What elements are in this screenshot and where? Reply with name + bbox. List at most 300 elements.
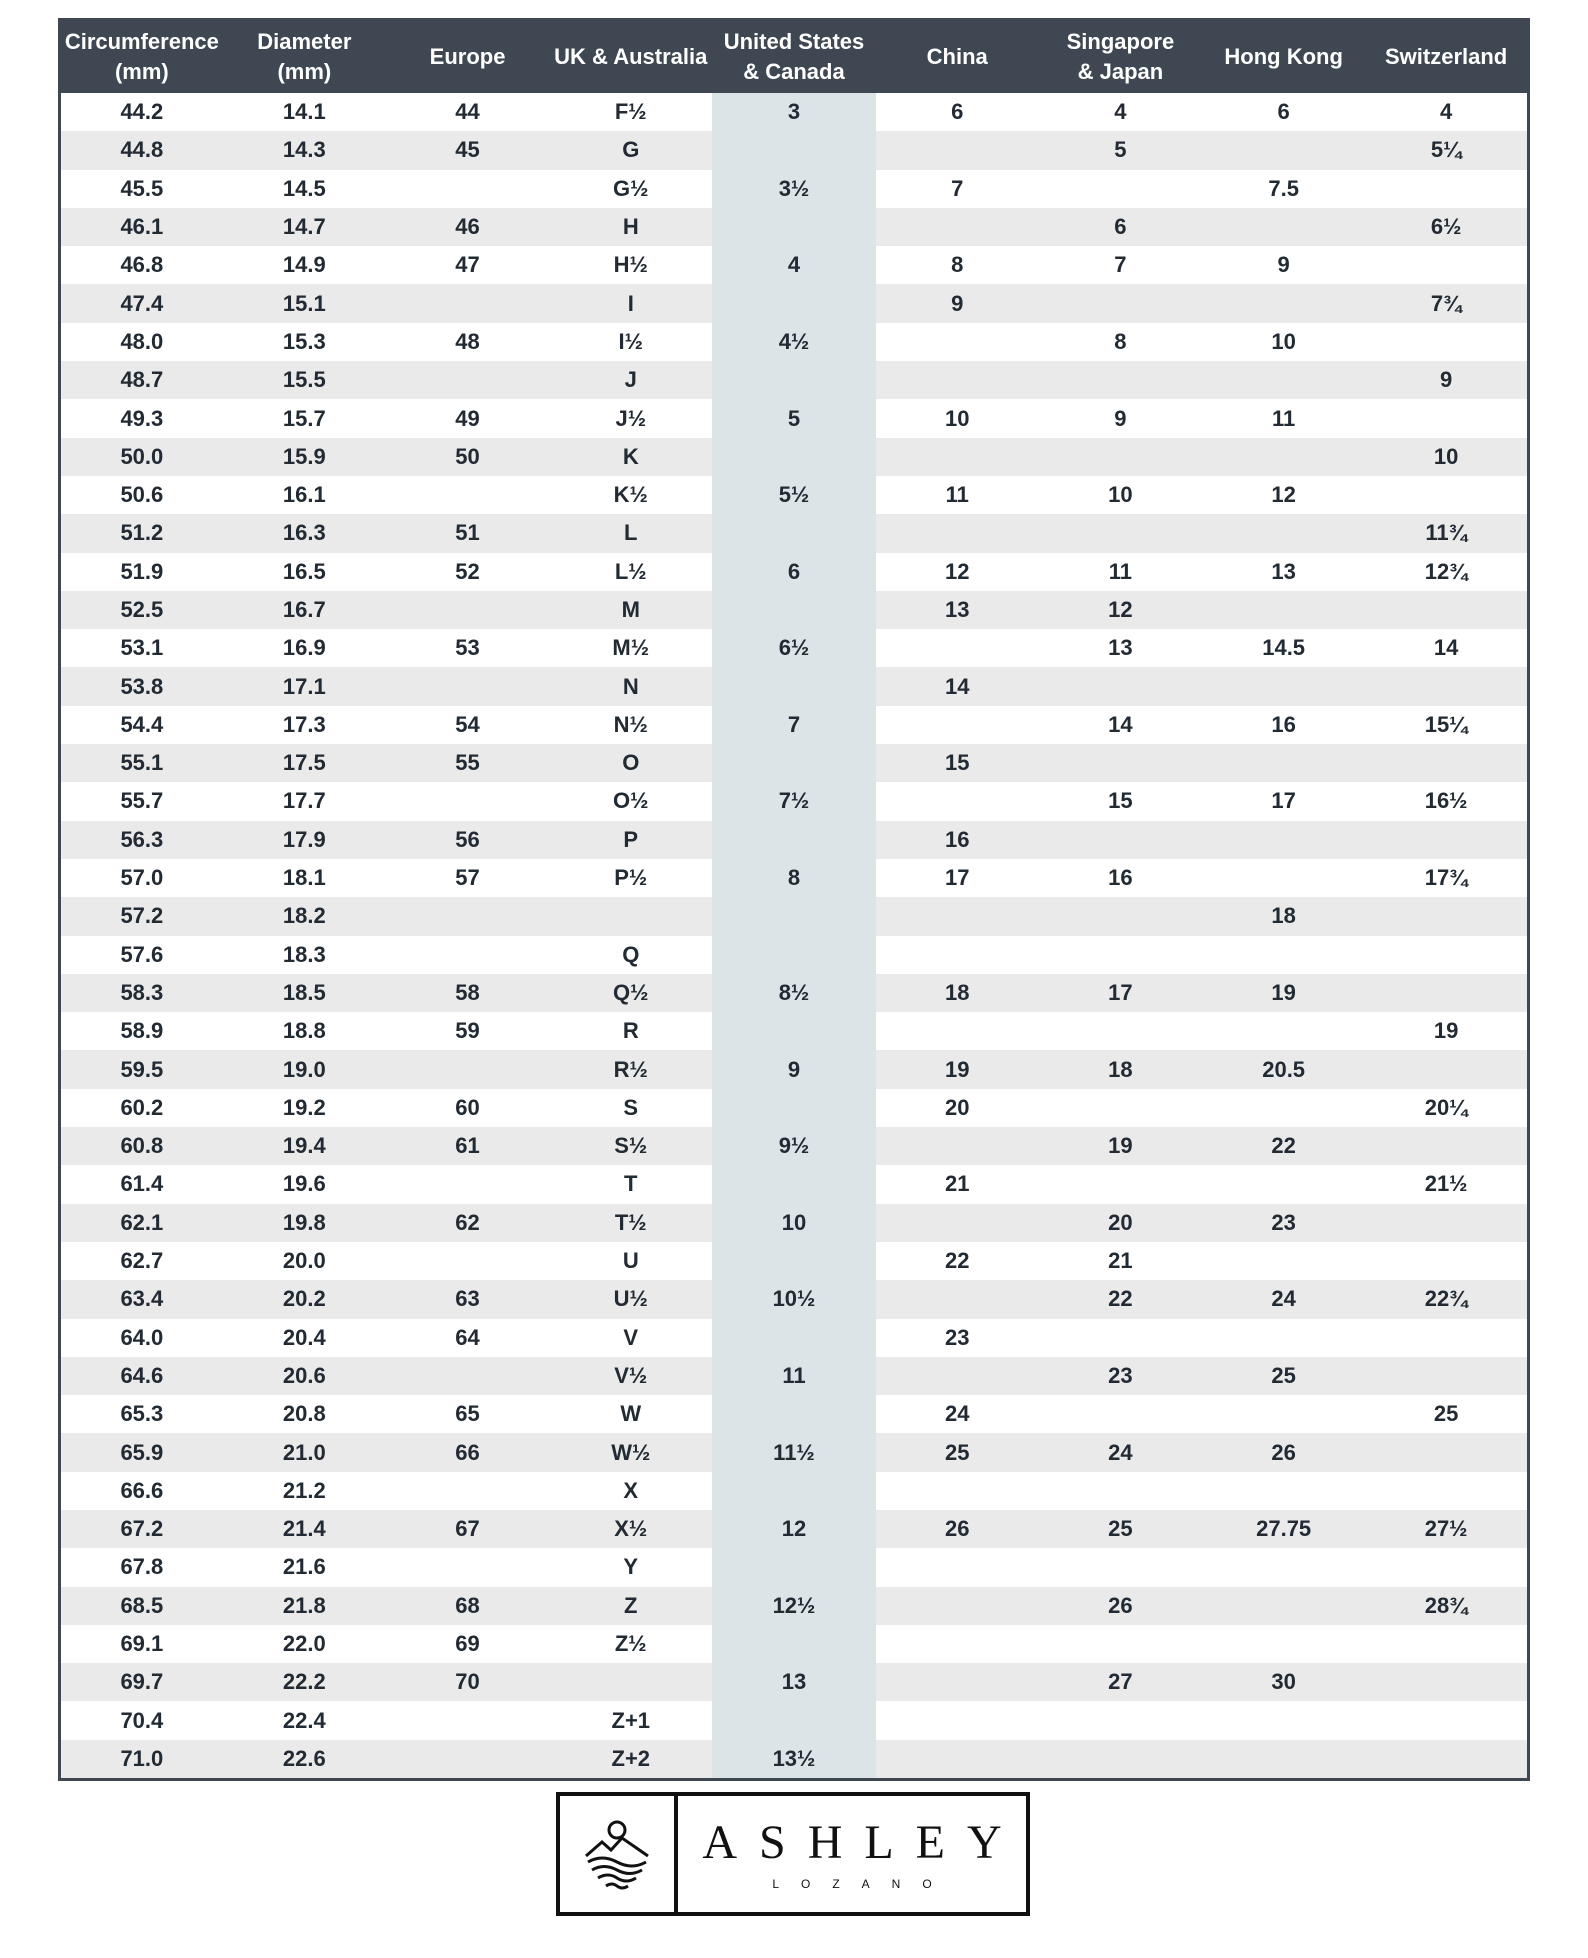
table-cell: 14.5 [1202,629,1365,667]
table-cell: Z+2 [549,1740,712,1780]
column-header-line: & Canada [743,59,845,84]
table-cell: 16.5 [223,553,386,591]
table-cell [1202,1089,1365,1127]
table-row [60,131,1529,169]
table-cell: T [549,1165,712,1203]
table-row [60,1280,1529,1318]
table-cell [1039,361,1202,399]
table-cell: 11½ [712,1433,875,1471]
table-cell: 20 [1039,1204,1202,1242]
table-body [60,93,1529,1780]
table-cell: 22.0 [223,1625,386,1663]
table-cell [876,131,1039,169]
table-row [60,1395,1529,1433]
column-header-line: (mm) [277,59,332,84]
table-cell [1039,667,1202,705]
table-row [60,323,1529,361]
table-row [60,1165,1529,1203]
table-cell: T½ [549,1204,712,1242]
table-cell: 7 [712,706,875,744]
table-cell: 11¾ [1365,514,1528,552]
table-cell [1202,1548,1365,1586]
table-cell: 9 [876,284,1039,322]
column-header-line: Europe [429,44,506,69]
table-cell: 48.0 [60,323,223,361]
table-cell: V½ [549,1357,712,1395]
table-cell [1365,591,1528,629]
logo-wordmark [678,1796,1026,1912]
column-header-line: Diameter [257,29,352,54]
table-cell: 5¼ [1365,131,1528,169]
table-cell [1202,1625,1365,1663]
table-row [60,1204,1529,1242]
table-cell [386,1050,549,1088]
table-cell: 22.2 [223,1663,386,1701]
table-cell: 55 [386,744,549,782]
table-cell: 15 [1039,782,1202,820]
table-cell [1039,438,1202,476]
table-cell: 55.1 [60,744,223,782]
column-header-line: Hong Kong [1224,44,1343,69]
table-cell [712,667,875,705]
table-cell: 61 [386,1127,549,1165]
table-cell [1365,246,1528,284]
table-cell [876,1548,1039,1586]
table-cell: 16½ [1365,782,1528,820]
table-cell: 57 [386,859,549,897]
table-cell: 63.4 [60,1280,223,1318]
table-cell [1039,1165,1202,1203]
table-cell: 19.2 [223,1089,386,1127]
table-cell: 68 [386,1587,549,1625]
table-cell [876,438,1039,476]
logo-mark [560,1796,678,1912]
table-row [60,361,1529,399]
table-cell [1365,1127,1528,1165]
table-cell [712,208,875,246]
table-cell [1039,1625,1202,1663]
table-cell [1365,170,1528,208]
table-cell: 28¾ [1365,1587,1528,1625]
table-cell: 12 [1039,591,1202,629]
table-cell: 71.0 [60,1740,223,1780]
table-row [60,1510,1529,1548]
table-cell: 21.2 [223,1472,386,1510]
table-cell: 18.2 [223,897,386,935]
table-row [60,208,1529,246]
table-row [60,974,1529,1012]
table-cell: R [549,1012,712,1050]
table-cell [1202,1472,1365,1510]
table-row [60,170,1529,208]
table-cell [1202,591,1365,629]
table-cell: 23 [1039,1357,1202,1395]
table-cell: 58.3 [60,974,223,1012]
table-cell: 27.75 [1202,1510,1365,1548]
table-row [60,782,1529,820]
table-cell [386,667,549,705]
table-cell [386,1701,549,1739]
table-cell: 18.1 [223,859,386,897]
table-cell: 6½ [712,629,875,667]
table-row [60,1663,1529,1701]
table-cell: 16.7 [223,591,386,629]
table-cell: 21.6 [223,1548,386,1586]
table-cell: P [549,821,712,859]
table-cell [1365,1663,1528,1701]
table-cell: 49 [386,399,549,437]
table-cell: X½ [549,1510,712,1548]
table-cell: 65.3 [60,1395,223,1433]
table-cell [712,1319,875,1357]
table-cell [386,284,549,322]
table-cell: 51.2 [60,514,223,552]
column-header [549,20,712,94]
table-cell: I [549,284,712,322]
table-cell: 68.5 [60,1587,223,1625]
table-cell [1365,1701,1528,1739]
table-cell [386,782,549,820]
table-cell: 17.3 [223,706,386,744]
table-cell: 16.9 [223,629,386,667]
table-cell: 10 [1039,476,1202,514]
table-cell: K [549,438,712,476]
table-cell [876,323,1039,361]
table-cell: 61.4 [60,1165,223,1203]
table-cell: 56 [386,821,549,859]
table-cell [1039,514,1202,552]
table-row [60,1127,1529,1165]
table-cell: 9 [1202,246,1365,284]
table-cell [876,936,1039,974]
table-cell: 52.5 [60,591,223,629]
table-cell: 9 [712,1050,875,1088]
table-header [60,20,1529,94]
table-cell [712,744,875,782]
table-cell [386,1357,549,1395]
table-cell [1365,1204,1528,1242]
table-cell [1039,936,1202,974]
table-cell [876,1357,1039,1395]
table-cell: 16.1 [223,476,386,514]
table-cell: 19.6 [223,1165,386,1203]
table-cell: 50.6 [60,476,223,514]
table-cell: 6 [712,553,875,591]
table-cell: U [549,1242,712,1280]
table-cell [386,361,549,399]
table-cell: 7½ [712,782,875,820]
table-cell: M [549,591,712,629]
table-cell: 5 [1039,131,1202,169]
table-cell: 21.4 [223,1510,386,1548]
table-cell: 23 [1202,1204,1365,1242]
table-row [60,1625,1529,1663]
table-cell: 8 [1039,323,1202,361]
column-header-line: China [926,44,988,69]
column-header-line: UK & Australia [554,44,708,69]
table-row [60,1089,1529,1127]
table-cell: 10 [876,399,1039,437]
table-cell: S [549,1089,712,1127]
table-row [60,936,1529,974]
table-cell: 25 [1202,1357,1365,1395]
table-cell: K½ [549,476,712,514]
table-cell [1202,744,1365,782]
table-row [60,1242,1529,1280]
table-cell [712,897,875,935]
table-cell [1039,1701,1202,1739]
table-row [60,1357,1529,1395]
table-cell: X [549,1472,712,1510]
table-cell: W [549,1395,712,1433]
table-cell: 63 [386,1280,549,1318]
table-cell [1365,744,1528,782]
table-row [60,1587,1529,1625]
table-cell [712,361,875,399]
table-cell [712,1089,875,1127]
table-cell [1365,1625,1528,1663]
table-cell: 14 [1365,629,1528,667]
table-cell: 20.2 [223,1280,386,1318]
table-cell [1039,1740,1202,1780]
table-cell: 8½ [712,974,875,1012]
table-cell [712,1012,875,1050]
table-cell: 62.7 [60,1242,223,1280]
table-cell [712,284,875,322]
table-cell: 50 [386,438,549,476]
table-cell [1039,1395,1202,1433]
table-cell: 22¾ [1365,1280,1528,1318]
table-cell: 17.5 [223,744,386,782]
table-cell [712,1242,875,1280]
table-cell: O [549,744,712,782]
table-cell: 10 [712,1204,875,1242]
table-cell [1202,514,1365,552]
size-conversion-table [58,18,1530,1781]
table-cell: 57.2 [60,897,223,935]
table-cell: 11 [1202,399,1365,437]
table-cell: I½ [549,323,712,361]
table-cell [1039,1472,1202,1510]
table-cell [876,897,1039,935]
table-cell: 69.7 [60,1663,223,1701]
table-cell: 20.0 [223,1242,386,1280]
table-cell: 19 [1039,1127,1202,1165]
table-cell [386,1242,549,1280]
table-cell [386,1548,549,1586]
table-cell: 8 [876,246,1039,284]
table-row [60,859,1529,897]
table-cell: 60 [386,1089,549,1127]
table-cell [549,897,712,935]
table-cell: 3½ [712,170,875,208]
table-row [60,1012,1529,1050]
table-cell [712,438,875,476]
table-cell: 57.0 [60,859,223,897]
table-cell: Q½ [549,974,712,1012]
table-cell: 15.9 [223,438,386,476]
table-cell [1039,1319,1202,1357]
table-cell [1202,1701,1365,1739]
table-cell [876,208,1039,246]
table-cell [1202,1012,1365,1050]
table-cell: 64.6 [60,1357,223,1395]
table-cell: 17 [1039,974,1202,1012]
table-cell: 20¼ [1365,1089,1528,1127]
table-cell [1365,936,1528,974]
table-cell: 6½ [1365,208,1528,246]
table-cell: Z [549,1587,712,1625]
table-cell [712,936,875,974]
table-cell: L [549,514,712,552]
table-cell: P½ [549,859,712,897]
table-cell [386,591,549,629]
table-cell: 24 [1202,1280,1365,1318]
table-cell [1365,1740,1528,1780]
table-cell [876,1012,1039,1050]
table-cell: 19 [876,1050,1039,1088]
table-cell [1039,284,1202,322]
table-cell: 19 [1202,974,1365,1012]
table-cell: 22 [1039,1280,1202,1318]
table-cell: 18.5 [223,974,386,1012]
table-cell: 16 [876,821,1039,859]
table-cell [1202,667,1365,705]
table-cell: 53.1 [60,629,223,667]
column-header-line: Switzerland [1385,44,1508,69]
table-cell: 21½ [1365,1165,1528,1203]
table-cell: 13½ [712,1740,875,1780]
table-cell: 27 [1039,1663,1202,1701]
table-cell [1039,744,1202,782]
logo-subname: LOZANO [772,1877,954,1891]
table-cell: 16 [1202,706,1365,744]
table-row [60,246,1529,284]
brand-logo [556,1792,1030,1916]
table-cell: J [549,361,712,399]
table-cell: 14.3 [223,131,386,169]
table-cell: 11 [712,1357,875,1395]
table-cell: H½ [549,246,712,284]
table-cell [1039,1012,1202,1050]
table-cell: 51.9 [60,553,223,591]
table-cell [712,514,875,552]
table-row [60,1740,1529,1780]
table-cell [876,706,1039,744]
table-cell [386,897,549,935]
table-cell [712,1472,875,1510]
column-header [876,20,1039,94]
table-cell: 18 [1202,897,1365,935]
table-cell [1365,1357,1528,1395]
table-cell: N½ [549,706,712,744]
table-cell: 65 [386,1395,549,1433]
table-cell [876,1663,1039,1701]
table-cell: 25 [876,1433,1039,1471]
table-cell: 22 [876,1242,1039,1280]
table-cell: 16.3 [223,514,386,552]
table-cell [876,514,1039,552]
table-cell [712,1395,875,1433]
table-cell [876,1625,1039,1663]
table-cell: 15.7 [223,399,386,437]
table-cell [1039,1089,1202,1127]
table-row [60,744,1529,782]
table-cell: 46 [386,208,549,246]
table-cell [1202,1740,1365,1780]
table-cell: 58 [386,974,549,1012]
table-cell: 45.5 [60,170,223,208]
table-cell [1365,323,1528,361]
table-cell: 44 [386,93,549,131]
table-cell [1039,1548,1202,1586]
table-cell [1202,1319,1365,1357]
table-cell: 20.5 [1202,1050,1365,1088]
table-cell: 8 [712,859,875,897]
table-cell [1202,1587,1365,1625]
table-cell: 14.7 [223,208,386,246]
table-cell: 70.4 [60,1701,223,1739]
table-cell: 20 [876,1089,1039,1127]
table-cell [712,1165,875,1203]
table-cell: 17.1 [223,667,386,705]
table-cell: 4 [1365,93,1528,131]
table-cell [1365,1472,1528,1510]
table-row [60,629,1529,667]
column-header [60,20,223,94]
table-cell: N [549,667,712,705]
table-cell: 10½ [712,1280,875,1318]
table-cell: H [549,208,712,246]
table-cell: 6 [1039,208,1202,246]
table-cell [386,476,549,514]
table-cell: 16 [1039,859,1202,897]
table-row [60,591,1529,629]
table-cell: 57.6 [60,936,223,974]
table-cell: 30 [1202,1663,1365,1701]
table-cell: 22 [1202,1127,1365,1165]
table-row [60,514,1529,552]
table-cell [876,361,1039,399]
table-cell: 45 [386,131,549,169]
column-header [1202,20,1365,94]
header-row [60,20,1529,94]
table-cell: 21.8 [223,1587,386,1625]
table-cell: 17 [1202,782,1365,820]
table-cell: 44.2 [60,93,223,131]
table-cell: 18 [876,974,1039,1012]
table-row [60,1472,1529,1510]
table-row [60,897,1529,935]
table-cell: V [549,1319,712,1357]
table-cell [1039,821,1202,859]
table-cell [1202,821,1365,859]
table-row [60,821,1529,859]
table-cell: Q [549,936,712,974]
table-cell: 70 [386,1663,549,1701]
table-cell: F½ [549,93,712,131]
table-cell: 59.5 [60,1050,223,1088]
table-cell [1365,399,1528,437]
table-cell: 7¾ [1365,284,1528,322]
table-cell: 14.9 [223,246,386,284]
table-cell: G [549,131,712,169]
table-cell [876,629,1039,667]
table-cell: 67 [386,1510,549,1548]
table-cell [1039,897,1202,935]
table-cell: 44.8 [60,131,223,169]
table-cell: 69 [386,1625,549,1663]
